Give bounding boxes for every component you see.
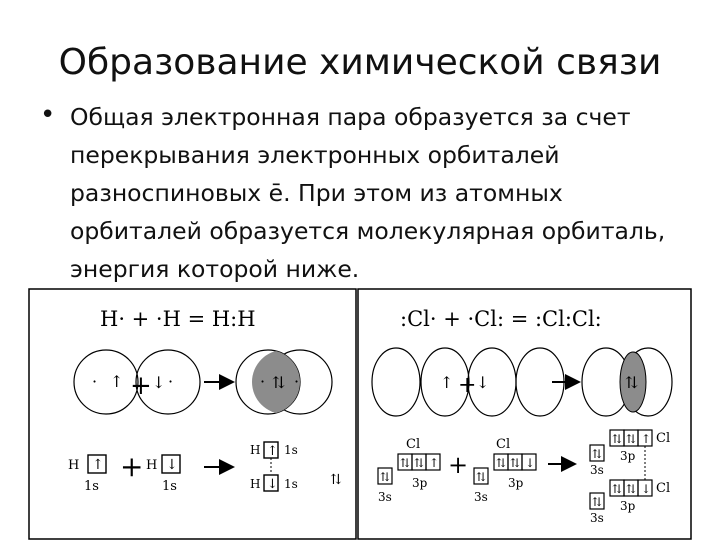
h-label-1: H bbox=[68, 458, 80, 473]
svg-text:↑: ↑ bbox=[440, 373, 454, 392]
svg-text:↑: ↑ bbox=[641, 432, 652, 446]
h-1s-3: 1s bbox=[284, 443, 298, 457]
cl-equation: :Cl· + ·Cl: = :Cl:Cl: bbox=[400, 307, 602, 331]
cl-3s-3: 3s bbox=[590, 463, 604, 477]
svg-text:↓: ↓ bbox=[267, 477, 278, 492]
svg-text:⇅: ⇅ bbox=[592, 447, 603, 461]
h-1s-2: 1s bbox=[162, 479, 177, 494]
svg-text:⇅: ⇅ bbox=[496, 456, 507, 470]
svg-text:·: · bbox=[260, 372, 266, 391]
svg-text:⇅: ⇅ bbox=[626, 432, 637, 446]
svg-text:+: + bbox=[458, 373, 477, 398]
svg-text:↓: ↓ bbox=[641, 482, 652, 496]
cl-3p-1: 3p bbox=[412, 476, 428, 490]
svg-text:⇅: ⇅ bbox=[592, 495, 603, 509]
cl-3p-2: 3p bbox=[508, 476, 524, 490]
h-1s-4: 1s bbox=[284, 477, 298, 491]
svg-text:⇅: ⇅ bbox=[272, 373, 286, 392]
cl-label-2: Cl bbox=[496, 437, 511, 452]
svg-text:↓: ↓ bbox=[152, 373, 166, 392]
cl-label-4: Cl bbox=[656, 481, 671, 496]
cl-3p-3: 3p bbox=[620, 449, 636, 463]
h-1s-1: 1s bbox=[84, 479, 99, 494]
cl-3s-2: 3s bbox=[474, 490, 488, 504]
slide-title: Образование химической связи bbox=[58, 42, 662, 83]
svg-text:↓: ↓ bbox=[476, 373, 490, 392]
svg-text:↓: ↓ bbox=[525, 456, 536, 470]
bullet-text: Общая электронная пара образуется за счет перекрывания электронных орбиталей разноспиновых ē. При этом из атомных орбиталей образуется молекулярная орбиталь, энергия которой ниже. bbox=[70, 103, 666, 283]
svg-text:↑: ↑ bbox=[110, 372, 124, 391]
svg-text:+: + bbox=[448, 451, 469, 479]
cl-3p-4: 3p bbox=[620, 499, 636, 513]
svg-text:↓: ↓ bbox=[166, 457, 178, 473]
svg-text:⇅: ⇅ bbox=[612, 482, 623, 496]
orbital-diagram-svg bbox=[28, 288, 692, 540]
svg-text:↑: ↑ bbox=[92, 457, 104, 473]
cl-label-3: Cl bbox=[656, 431, 671, 446]
orbital-diagram bbox=[28, 288, 692, 540]
cl-3s-4: 3s bbox=[590, 511, 604, 525]
h-label-4: H bbox=[250, 477, 261, 491]
svg-text:·: · bbox=[294, 372, 300, 391]
svg-text:⇅: ⇅ bbox=[626, 482, 637, 496]
cl-box-diagram bbox=[378, 430, 670, 525]
svg-text:⇅: ⇅ bbox=[400, 456, 411, 470]
bullet-dot: • bbox=[40, 100, 56, 130]
h-label-3: H bbox=[250, 443, 261, 457]
h-box-diagram bbox=[68, 442, 342, 494]
h-label-2: H bbox=[146, 458, 158, 473]
svg-text:↑: ↑ bbox=[267, 444, 278, 459]
svg-text:⇅: ⇅ bbox=[510, 456, 521, 470]
h-equation: H· + ·H = H:H bbox=[100, 307, 256, 331]
svg-text:⇅: ⇅ bbox=[625, 373, 639, 392]
h-orbitals bbox=[74, 350, 332, 414]
svg-text:·: · bbox=[168, 372, 174, 391]
svg-text:⇅: ⇅ bbox=[380, 470, 391, 484]
svg-text:+: + bbox=[130, 371, 152, 401]
cl-label-1: Cl bbox=[406, 437, 421, 452]
svg-text:⇅: ⇅ bbox=[476, 470, 487, 484]
svg-text:↑: ↑ bbox=[429, 456, 440, 470]
svg-text:⇅: ⇅ bbox=[414, 456, 425, 470]
svg-text:·: · bbox=[92, 372, 98, 391]
cl-3s-1: 3s bbox=[378, 490, 392, 504]
cl-orbitals bbox=[372, 348, 672, 416]
svg-text:⇅: ⇅ bbox=[330, 472, 342, 488]
svg-text:+: + bbox=[120, 450, 144, 483]
svg-text:⇅: ⇅ bbox=[612, 432, 623, 446]
